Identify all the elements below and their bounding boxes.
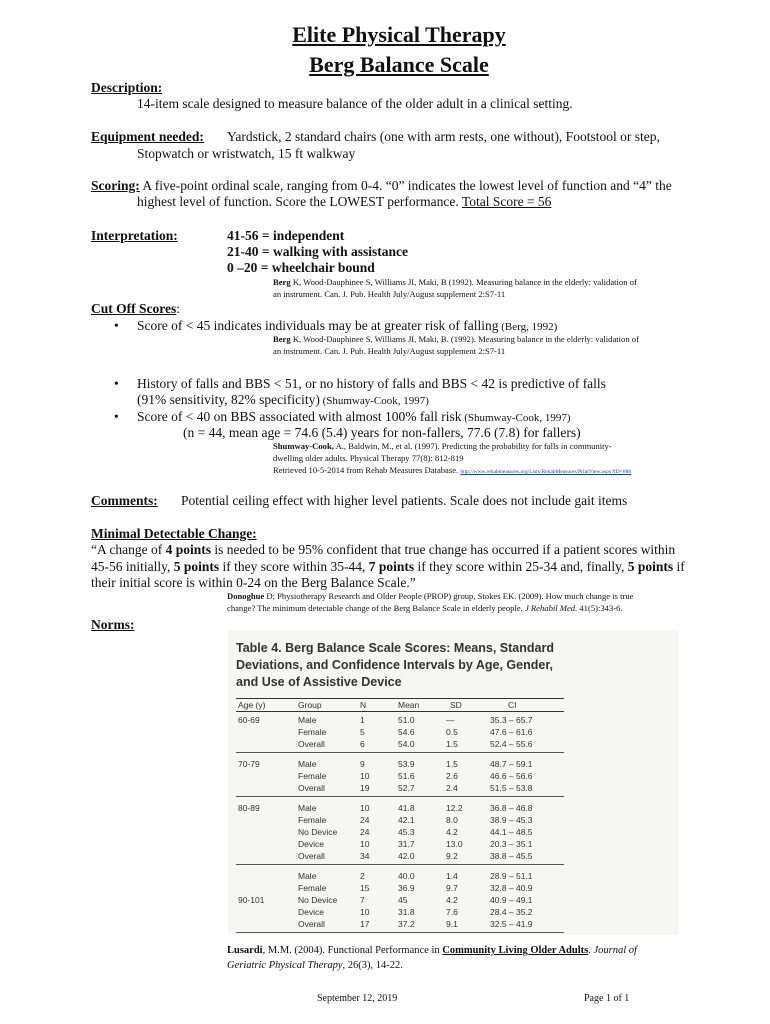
shumway-ref-line2: dwelling older adults. Physical Therapy 77(8): 812-819 (273, 453, 464, 463)
table-rule (236, 711, 564, 712)
interp-item-2: 21-40 = walking with assistance (227, 244, 408, 259)
table-cell: 35.3 – 65.7 (490, 715, 533, 725)
table-cell: 40.9 – 49.1 (490, 895, 533, 905)
cutoff-b3-ref: (Shumway-Cook, 1997) (461, 412, 571, 424)
footer-page: Page 1 of 1 (584, 993, 630, 1004)
page-title: Elite Physical Therapy (292, 22, 506, 47)
bullet-icon: • (114, 318, 119, 333)
table-cell: 46.6 – 56.6 (490, 771, 533, 781)
table-cell: 52.4 – 55.6 (490, 739, 533, 749)
table-cell: 10 (360, 907, 370, 917)
table-cell: 9.1 (446, 919, 458, 929)
cutoff-b2-ref: (Shumway-Cook, 1997) (319, 395, 429, 407)
table-cell: 2 (360, 871, 365, 881)
ref-journal: J Rehabil Med. (524, 603, 578, 613)
row-group: Male (298, 871, 317, 881)
table-cell: 2.4 (446, 783, 458, 793)
table-rule (236, 698, 564, 699)
ref-text: Retrieved 10-5-2014 from Rehab Measures Database. (273, 465, 461, 475)
table-title-line: Deviations, and Confidence Intervals by Age, Gender, (236, 658, 553, 672)
table-cell: 17 (360, 919, 370, 929)
mdc-ref-line1 (227, 591, 633, 602)
table-cell: 7.6 (446, 907, 458, 917)
cutoff-bullet-2: History of falls and BBS < 51, or no history of falls and BBS < 42 is predictive of falls (137, 376, 606, 391)
row-group: Male (298, 715, 317, 725)
ref-author: Berg (273, 277, 291, 287)
row-group: Female (298, 727, 327, 737)
ref-text: , M.M. (2004). Functional Performance in (262, 945, 443, 956)
mdc-line2 (91, 559, 685, 575)
norms-label: Norms: (91, 617, 135, 632)
age-group-label: 70-79 (238, 759, 260, 769)
col-header-n: N (360, 700, 367, 710)
bullet-icon: • (114, 376, 119, 391)
bullet-icon: • (114, 409, 119, 424)
interp-ref-line2: an instrument. Can. J. Pub. Health July/August supplement 2:S7-11 (273, 289, 506, 299)
mdc-text: if they score within 25-34 and, finally, (414, 559, 628, 574)
cutoff-b3-text: Score of < 40 on BBS associated with almost 100% fall risk (137, 409, 462, 424)
cutoff-bullet-3-line2: (n = 44, mean age = 74.6 (5.4) years for non-fallers, 77.6 (7.8) for fallers) (183, 425, 581, 440)
cutoff-bullet-1 (137, 318, 557, 335)
mdc-text: “A change of (91, 542, 166, 557)
cutoff-b1-ref: (Berg, 1992) (498, 321, 558, 333)
table-cell: 6 (360, 739, 365, 749)
table-cell: 48.7 – 59.1 (490, 759, 533, 769)
ref-author: Lusardi (227, 945, 263, 956)
table-cell: 1.5 (446, 739, 458, 749)
table-cell: 41.8 (398, 803, 415, 813)
interpretation-label: Interpretation: (91, 228, 178, 243)
ref-text: , 26(3), 14-22. (342, 960, 403, 971)
mdc-points: 5 points (627, 559, 674, 574)
cutoff-bullet-2-line2 (137, 392, 429, 409)
col-header-mean: Mean (398, 700, 420, 710)
table-cell: 40.0 (398, 871, 415, 881)
equipment-line2: Stopwatch or wristwatch, 15 ft walkway (137, 146, 356, 161)
interp-item-3: 0 –20 = wheelchair bound (227, 260, 375, 275)
ref-text: . (588, 945, 594, 956)
table-cell: 42.0 (398, 851, 415, 861)
table-cell: 34 (360, 851, 370, 861)
scoring-line1 (91, 178, 672, 194)
table-cell: 54.6 (398, 727, 415, 737)
cutoff-ref-line1 (273, 334, 639, 345)
norms-table-scan (228, 630, 678, 935)
mdc-line1 (91, 542, 675, 558)
table-cell: 1 (360, 715, 365, 725)
group-divider (236, 752, 564, 753)
table-cell: 31.7 (398, 839, 415, 849)
table-cell: 8.0 (446, 815, 458, 825)
table-cell: — (446, 715, 455, 725)
table-cell: 15 (360, 883, 370, 893)
table-cell: 4.2 (446, 827, 458, 837)
cutoff-heading (91, 301, 180, 317)
cutoff-b2-text: (91% sensitivity, 82% specificity) (137, 392, 320, 407)
row-group: Female (298, 883, 327, 893)
ref-author: Shumway-Cook, (273, 441, 334, 451)
table-cell: 45.3 (398, 827, 415, 837)
table-cell: 2.6 (446, 771, 458, 781)
table-cell: 10 (360, 839, 370, 849)
page-subtitle: Berg Balance Scale (309, 52, 489, 77)
table-cell: 20.3 – 35.1 (490, 839, 533, 849)
table-cell: 10 (360, 771, 370, 781)
table-cell: 51.5 – 53.8 (490, 783, 533, 793)
cutoff-colon: : (176, 301, 181, 316)
table-cell: 12.2 (446, 803, 463, 813)
description-text: 14-item scale designed to measure balance of the older adult in a clinical setting. (137, 96, 573, 111)
row-group: Device (298, 839, 324, 849)
lusardi-ref-line2 (227, 959, 403, 973)
ref-text: K, Wood-Dauphinee S, Williams JI, Maki, B. (1992). Measuring balance in the elderly: validation of (290, 334, 639, 344)
comments-label: Comments: (91, 493, 158, 508)
mdc-text: 45-56 initially, (91, 559, 174, 574)
mdc-line3: their initial score is within 0-24 on the Berg Balance Scale.” (91, 575, 416, 590)
lusardi-ref-line1 (227, 944, 637, 958)
row-group: Overall (298, 783, 325, 793)
ref-text: A., Baldwin, M., et al. (1997). Predicting the probability for falls in community- (333, 441, 612, 451)
table-cell: 4.2 (446, 895, 458, 905)
group-divider (236, 932, 564, 933)
mdc-text: is needed to be 95% confident that true change has occurred if a patient scores within (211, 542, 676, 557)
cutoff-ref-line2: an instrument. Can. J. Pub. Health July/August supplement 2:S7-11 (273, 346, 506, 356)
row-group: No Device (298, 827, 338, 837)
row-group: Overall (298, 851, 325, 861)
table-cell: 1.5 (446, 759, 458, 769)
row-group: Female (298, 815, 327, 825)
row-group: No Device (298, 895, 338, 905)
group-divider (236, 796, 564, 797)
description-label: Description: (91, 80, 163, 95)
table-cell: 54.0 (398, 739, 415, 749)
scoring-text2: highest level of function. Score the LOWEST performance. (137, 194, 462, 209)
row-group: Female (298, 771, 327, 781)
table-cell: 44.1 – 48.5 (490, 827, 533, 837)
ref-text: change? The minimum detectable change of the Berg Balance Scale in elderly people. (227, 603, 525, 613)
row-group: Device (298, 907, 324, 917)
table-cell: 32.5 – 41.9 (490, 919, 533, 929)
col-header-sd: SD (450, 700, 462, 710)
rehab-measures-link[interactable]: http://www.rehabmeasures.org/Lists/RehabMeasures/PrintView.aspx?ID=888 (460, 469, 632, 475)
mdc-points: 7 points (368, 559, 415, 574)
footer-date: September 12, 2019 (317, 993, 398, 1004)
mdc-text: if they score within 35-44, (219, 559, 369, 574)
ref-text: K, Wood-Dauphinee S, Williams JI, Maki, B (1992). Measuring balance in the elderly: validation of (290, 277, 637, 287)
table-cell: 37.2 (398, 919, 415, 929)
age-group-label: 90-101 (238, 895, 265, 905)
scoring-text1: A five-point ordinal scale, ranging from 0-4. “0” indicates the lowest level of function and “4” the (142, 178, 672, 193)
col-header-group: Group (298, 700, 322, 710)
ref-journal: Geriatric Physical Therapy (227, 960, 343, 971)
table-cell: 10 (360, 803, 370, 813)
group-divider (236, 864, 564, 865)
interp-ref-line1 (273, 277, 637, 288)
table-cell: 28.9 – 51.1 (490, 871, 533, 881)
comments-text: Potential ceiling effect with higher level patients. Scale does not include gait items (181, 493, 628, 508)
table-cell: 9 (360, 759, 365, 769)
mdc-text: if (673, 559, 685, 574)
table-cell: 52.7 (398, 783, 415, 793)
col-header-age: Age (y) (238, 700, 266, 710)
scoring-label: Scoring: (91, 178, 140, 193)
table-cell: 9.2 (446, 851, 458, 861)
table-cell: 1.4 (446, 871, 458, 881)
mdc-label: Minimal Detectable Change: (91, 526, 257, 541)
cutoff-label: Cut Off Scores (91, 301, 177, 316)
table-cell: 13.0 (446, 839, 463, 849)
table-cell: 28.4 – 35.2 (490, 907, 533, 917)
mdc-ref-line2 (227, 603, 623, 614)
scoring-line2 (137, 194, 551, 210)
equipment-line1: Yardstick, 2 standard chairs (one with arm rests, one without), Footstool or step, (227, 129, 660, 144)
table-cell: 32.8 – 40.9 (490, 883, 533, 893)
col-header-ci: CI (508, 700, 517, 710)
row-group: Overall (298, 919, 325, 929)
total-score: Total Score = 56 (461, 194, 552, 209)
equipment-label: Equipment needed: (91, 129, 204, 144)
mdc-points: 4 points (165, 542, 211, 557)
table-cell: 0.5 (446, 727, 458, 737)
table-title (236, 640, 566, 691)
table-cell: 42.1 (398, 815, 415, 825)
ref-journal: Journal of (593, 945, 637, 956)
cutoff-bullet-3 (137, 409, 571, 426)
table-title-line: and Use of Assistive Device (236, 675, 402, 689)
table-cell: 47.6 – 61.6 (490, 727, 533, 737)
table-cell: 38.9 – 45.3 (490, 815, 533, 825)
ref-author: Donoghue (227, 591, 265, 601)
table-cell: 7 (360, 895, 365, 905)
ref-author: Berg (273, 334, 291, 344)
ref-text: 41(5):343-6. (577, 603, 623, 613)
shumway-ref-line1 (273, 441, 612, 452)
table-cell: 36.9 (398, 883, 415, 893)
age-group-label: 60-69 (238, 715, 260, 725)
cutoff-b1-text: Score of < 45 indicates individuals may be at greater risk of falling (137, 318, 499, 333)
table-title-line: Table 4. Berg Balance Scale Scores: Means, Standard (236, 641, 554, 655)
table-cell: 24 (360, 815, 370, 825)
shumway-ref-line3 (273, 465, 631, 478)
row-group: Overall (298, 739, 325, 749)
ref-text: D; Physiotherapy Research and Older People (PROP) group, Stokes EK. (2009). How much change is true (264, 591, 634, 601)
age-group-label: 80-89 (238, 803, 260, 813)
table-cell: 5 (360, 727, 365, 737)
table-cell: 51.6 (398, 771, 415, 781)
row-group: Male (298, 759, 317, 769)
table-cell: 19 (360, 783, 370, 793)
table-cell: 51.0 (398, 715, 415, 725)
table-cell: 38.8 – 45.5 (490, 851, 533, 861)
table-cell: 24 (360, 827, 370, 837)
table-cell: 36.8 – 46.8 (490, 803, 533, 813)
table-cell: 9.7 (446, 883, 458, 893)
table-cell: 53.9 (398, 759, 415, 769)
table-cell: 45 (398, 895, 408, 905)
interp-item-1: 41-56 = independent (227, 228, 345, 243)
row-group: Male (298, 803, 317, 813)
mdc-points: 5 points (173, 559, 220, 574)
ref-title: Community Living Older Adults (442, 945, 589, 956)
table-cell: 31.8 (398, 907, 415, 917)
